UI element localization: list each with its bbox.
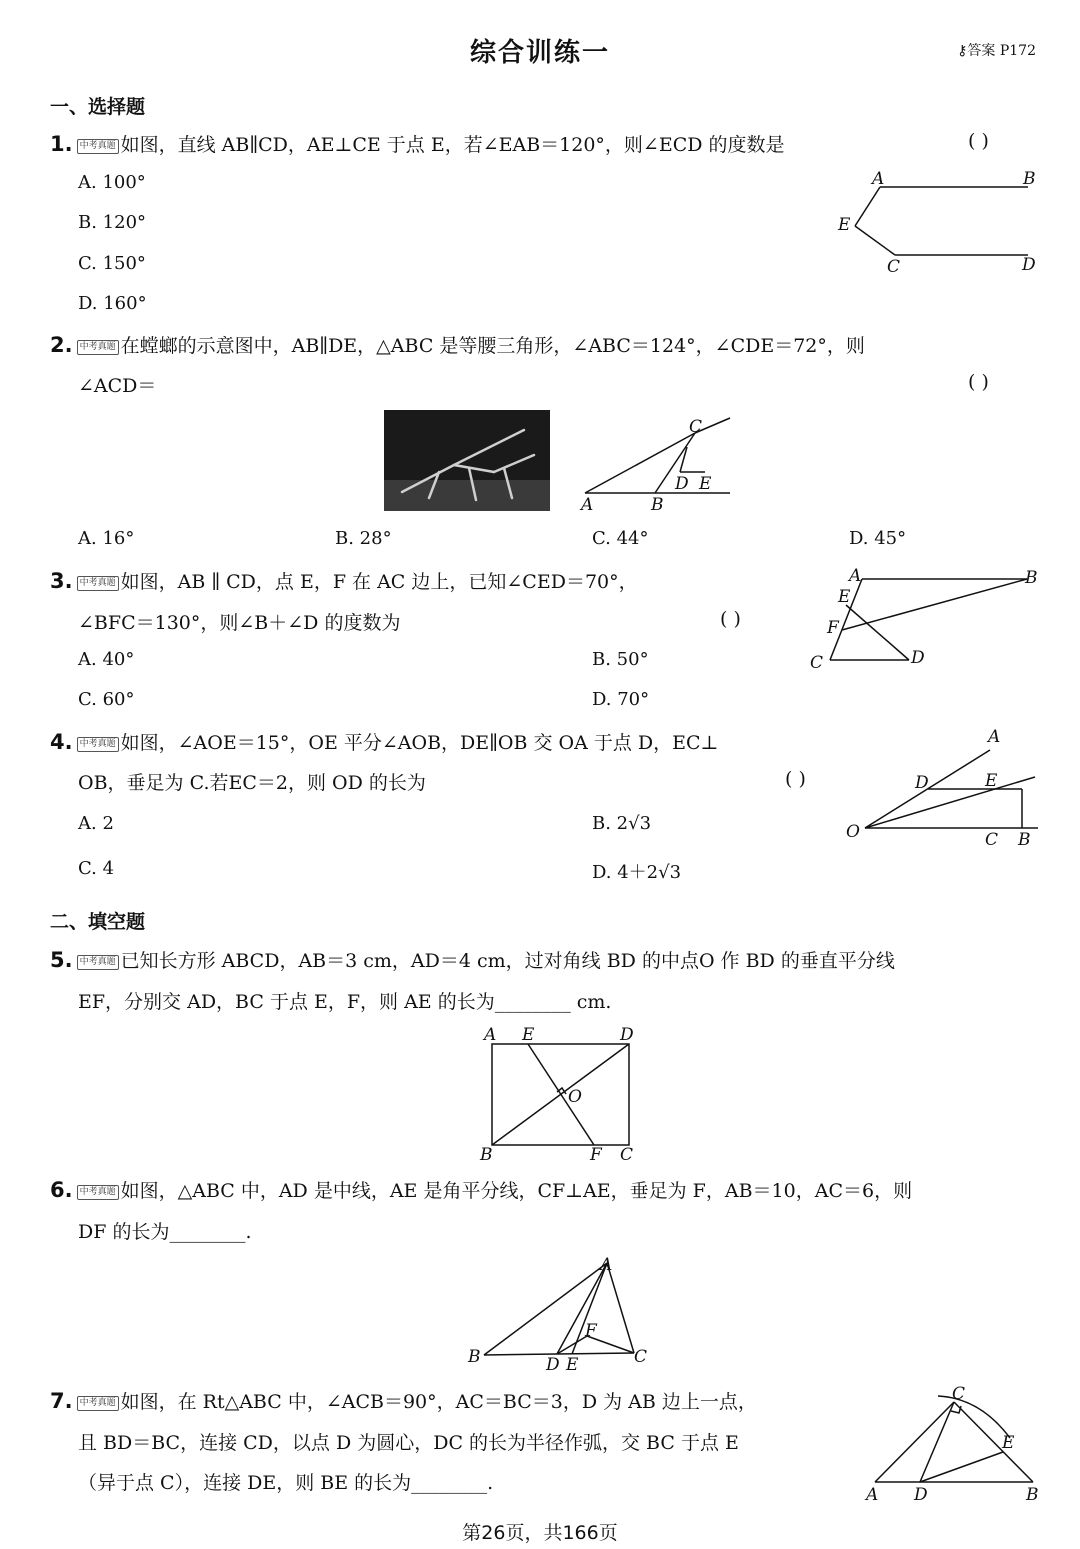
label-d: D: [914, 1485, 928, 1505]
question-text: 在螳螂的示意图中，AB∥DE，△ABC 是等腰三角形，∠ABC＝124°，∠CDE＝72°，则: [120, 335, 865, 357]
question-number: 2.: [50, 333, 73, 357]
label-o: O: [846, 822, 860, 842]
question-4-line2: OB，垂足为 C.若EC＝2，则 OD 的长为: [78, 772, 426, 794]
label-e: E: [566, 1355, 579, 1375]
option-b: B. 50°: [592, 649, 649, 670]
option-b: B. 120°: [78, 212, 147, 233]
label-c: C: [952, 1384, 966, 1404]
exam-tag: 中考真题: [77, 1185, 119, 1200]
question-number: 4.: [50, 730, 73, 754]
question-text: 如图，△ABC 中，AD 是中线，AE 是角平分线，CF⊥AE，垂足为 F，AB＝10，AC＝6，则: [120, 1180, 913, 1202]
section-heading-choice: 一、选择题: [50, 96, 146, 118]
question-2-line2: ∠ACD＝: [78, 375, 157, 397]
label-e: E: [1002, 1433, 1015, 1453]
label-b: B: [480, 1145, 493, 1165]
label-f: F: [585, 1321, 597, 1341]
option-b: B. 28°: [335, 528, 392, 549]
option-a: A. 40°: [78, 649, 135, 670]
label-c: C: [620, 1145, 634, 1165]
option-d: D. 45°: [849, 528, 907, 549]
answer-paren: ( ): [968, 130, 989, 152]
q4-figure: [840, 720, 1045, 855]
option-a: A. 16°: [78, 528, 135, 549]
label-d: D: [911, 648, 925, 668]
label-e: E: [838, 587, 851, 607]
exam-tag: 中考真题: [77, 1396, 119, 1411]
option-d: D. 160°: [78, 293, 147, 314]
question-text: 如图，直线 AB∥CD，AE⊥CE 于点 E，若∠EAB＝120°，则∠ECD 的度数是: [120, 134, 785, 156]
question-6: [50, 1176, 912, 1203]
label-b: B: [1018, 830, 1031, 850]
label-a: A: [581, 495, 594, 515]
question-6-line2: DF 的长为________.: [78, 1221, 252, 1243]
label-f: F: [590, 1145, 602, 1165]
q7-figure: [860, 1380, 1050, 1508]
exam-tag: 中考真题: [77, 955, 119, 970]
label-d: D: [1022, 255, 1036, 275]
q6-figure: [462, 1250, 662, 1375]
option-d: D. 4＋2√3: [592, 862, 682, 883]
question-number: 7.: [50, 1389, 73, 1413]
question-7: [50, 1387, 757, 1414]
question-3: [50, 567, 638, 594]
question-7-line3: （异于点 C），连接 DE，则 BE 的长为________.: [78, 1472, 494, 1494]
question-text: 已知长方形 ABCD，AB＝3 cm，AD＝4 cm，过对角线 BD 的中点O 作 BD 的垂直平分线: [120, 950, 895, 972]
option-c: C. 44°: [592, 528, 649, 549]
exam-tag: 中考真题: [77, 340, 119, 355]
label-a: A: [849, 566, 862, 586]
label-a: A: [872, 169, 885, 189]
exam-tag: 中考真题: [77, 576, 119, 591]
label-e: E: [522, 1025, 535, 1045]
question-text: 如图，AB ∥ CD，点 E，F 在 AC 边上，已知∠CED＝70°，: [120, 571, 638, 593]
question-3-line2: ∠BFC＝130°，则∠B＋∠D 的度数为: [78, 612, 401, 634]
label-c: C: [689, 417, 703, 437]
label-o: O: [568, 1087, 582, 1107]
question-number: 3.: [50, 569, 73, 593]
label-e: E: [699, 474, 712, 494]
option-c: C. 60°: [78, 689, 135, 710]
label-b: B: [1023, 169, 1036, 189]
question-number: 1.: [50, 132, 73, 156]
answer-paren: ( ): [720, 608, 741, 630]
section-heading-fill: 二、填空题: [50, 911, 146, 933]
q5-figure: [470, 1018, 650, 1166]
option-a: A. 100°: [78, 172, 146, 193]
page-title: 综合训练一: [469, 38, 610, 68]
question-4: [50, 728, 718, 755]
option-a: A. 2: [78, 813, 114, 834]
label-e: E: [838, 215, 851, 235]
mantis-photo: [384, 410, 550, 511]
question-5-line2: EF，分别交 AD，BC 于点 E，F，则 AE 的长为________ cm.: [78, 991, 612, 1013]
q1-figure: [830, 160, 1050, 285]
question-number: 6.: [50, 1178, 73, 1202]
question-5: [50, 946, 895, 973]
label-d: D: [620, 1025, 634, 1045]
page-footer: 第26页，共166页: [462, 1522, 618, 1544]
label-c: C: [810, 653, 824, 673]
label-a: A: [866, 1485, 879, 1505]
question-text: 如图，在 Rt△ABC 中，∠ACB＝90°，AC＝BC＝3，D 为 AB 边上一点，: [120, 1391, 757, 1413]
question-7-line2: 且 BD＝BC，连接 CD，以点 D 为圆心，DC 的长为半径作弧，交 BC 于点 E: [78, 1432, 739, 1454]
option-c: C. 4: [78, 858, 115, 879]
label-e: E: [985, 771, 998, 791]
question-2: [50, 331, 865, 358]
label-b: B: [1025, 568, 1038, 588]
q2-figure: [575, 410, 740, 515]
answer-reference: ⚷答案 P172: [957, 43, 1036, 59]
label-f: F: [827, 618, 839, 638]
label-c: C: [985, 830, 999, 850]
label-a: A: [988, 727, 1001, 747]
label-c: C: [634, 1347, 648, 1367]
label-a: A: [600, 1255, 613, 1275]
label-d: D: [915, 773, 929, 793]
question-text: 如图，∠AOE＝15°，OE 平分∠AOB，DE∥OB 交 OA 于点 D，EC⊥: [120, 732, 719, 754]
q3-figure: [805, 560, 1045, 675]
question-number: 5.: [50, 948, 73, 972]
exam-tag: 中考真题: [77, 139, 119, 154]
question-1: [50, 130, 785, 157]
answer-paren: ( ): [968, 371, 989, 393]
label-d: D: [675, 474, 689, 494]
answer-paren: ( ): [785, 768, 806, 790]
label-c: C: [887, 257, 901, 277]
label-b: B: [1026, 1485, 1039, 1505]
label-a: A: [484, 1025, 497, 1045]
option-d: D. 70°: [592, 689, 650, 710]
label-b: B: [651, 495, 664, 515]
option-b: B. 2√3: [592, 813, 652, 834]
option-c: C. 150°: [78, 253, 146, 274]
exam-tag: 中考真题: [77, 737, 119, 752]
label-b: B: [468, 1347, 481, 1367]
key-icon: ⚷: [957, 43, 968, 59]
label-d: D: [546, 1355, 560, 1375]
